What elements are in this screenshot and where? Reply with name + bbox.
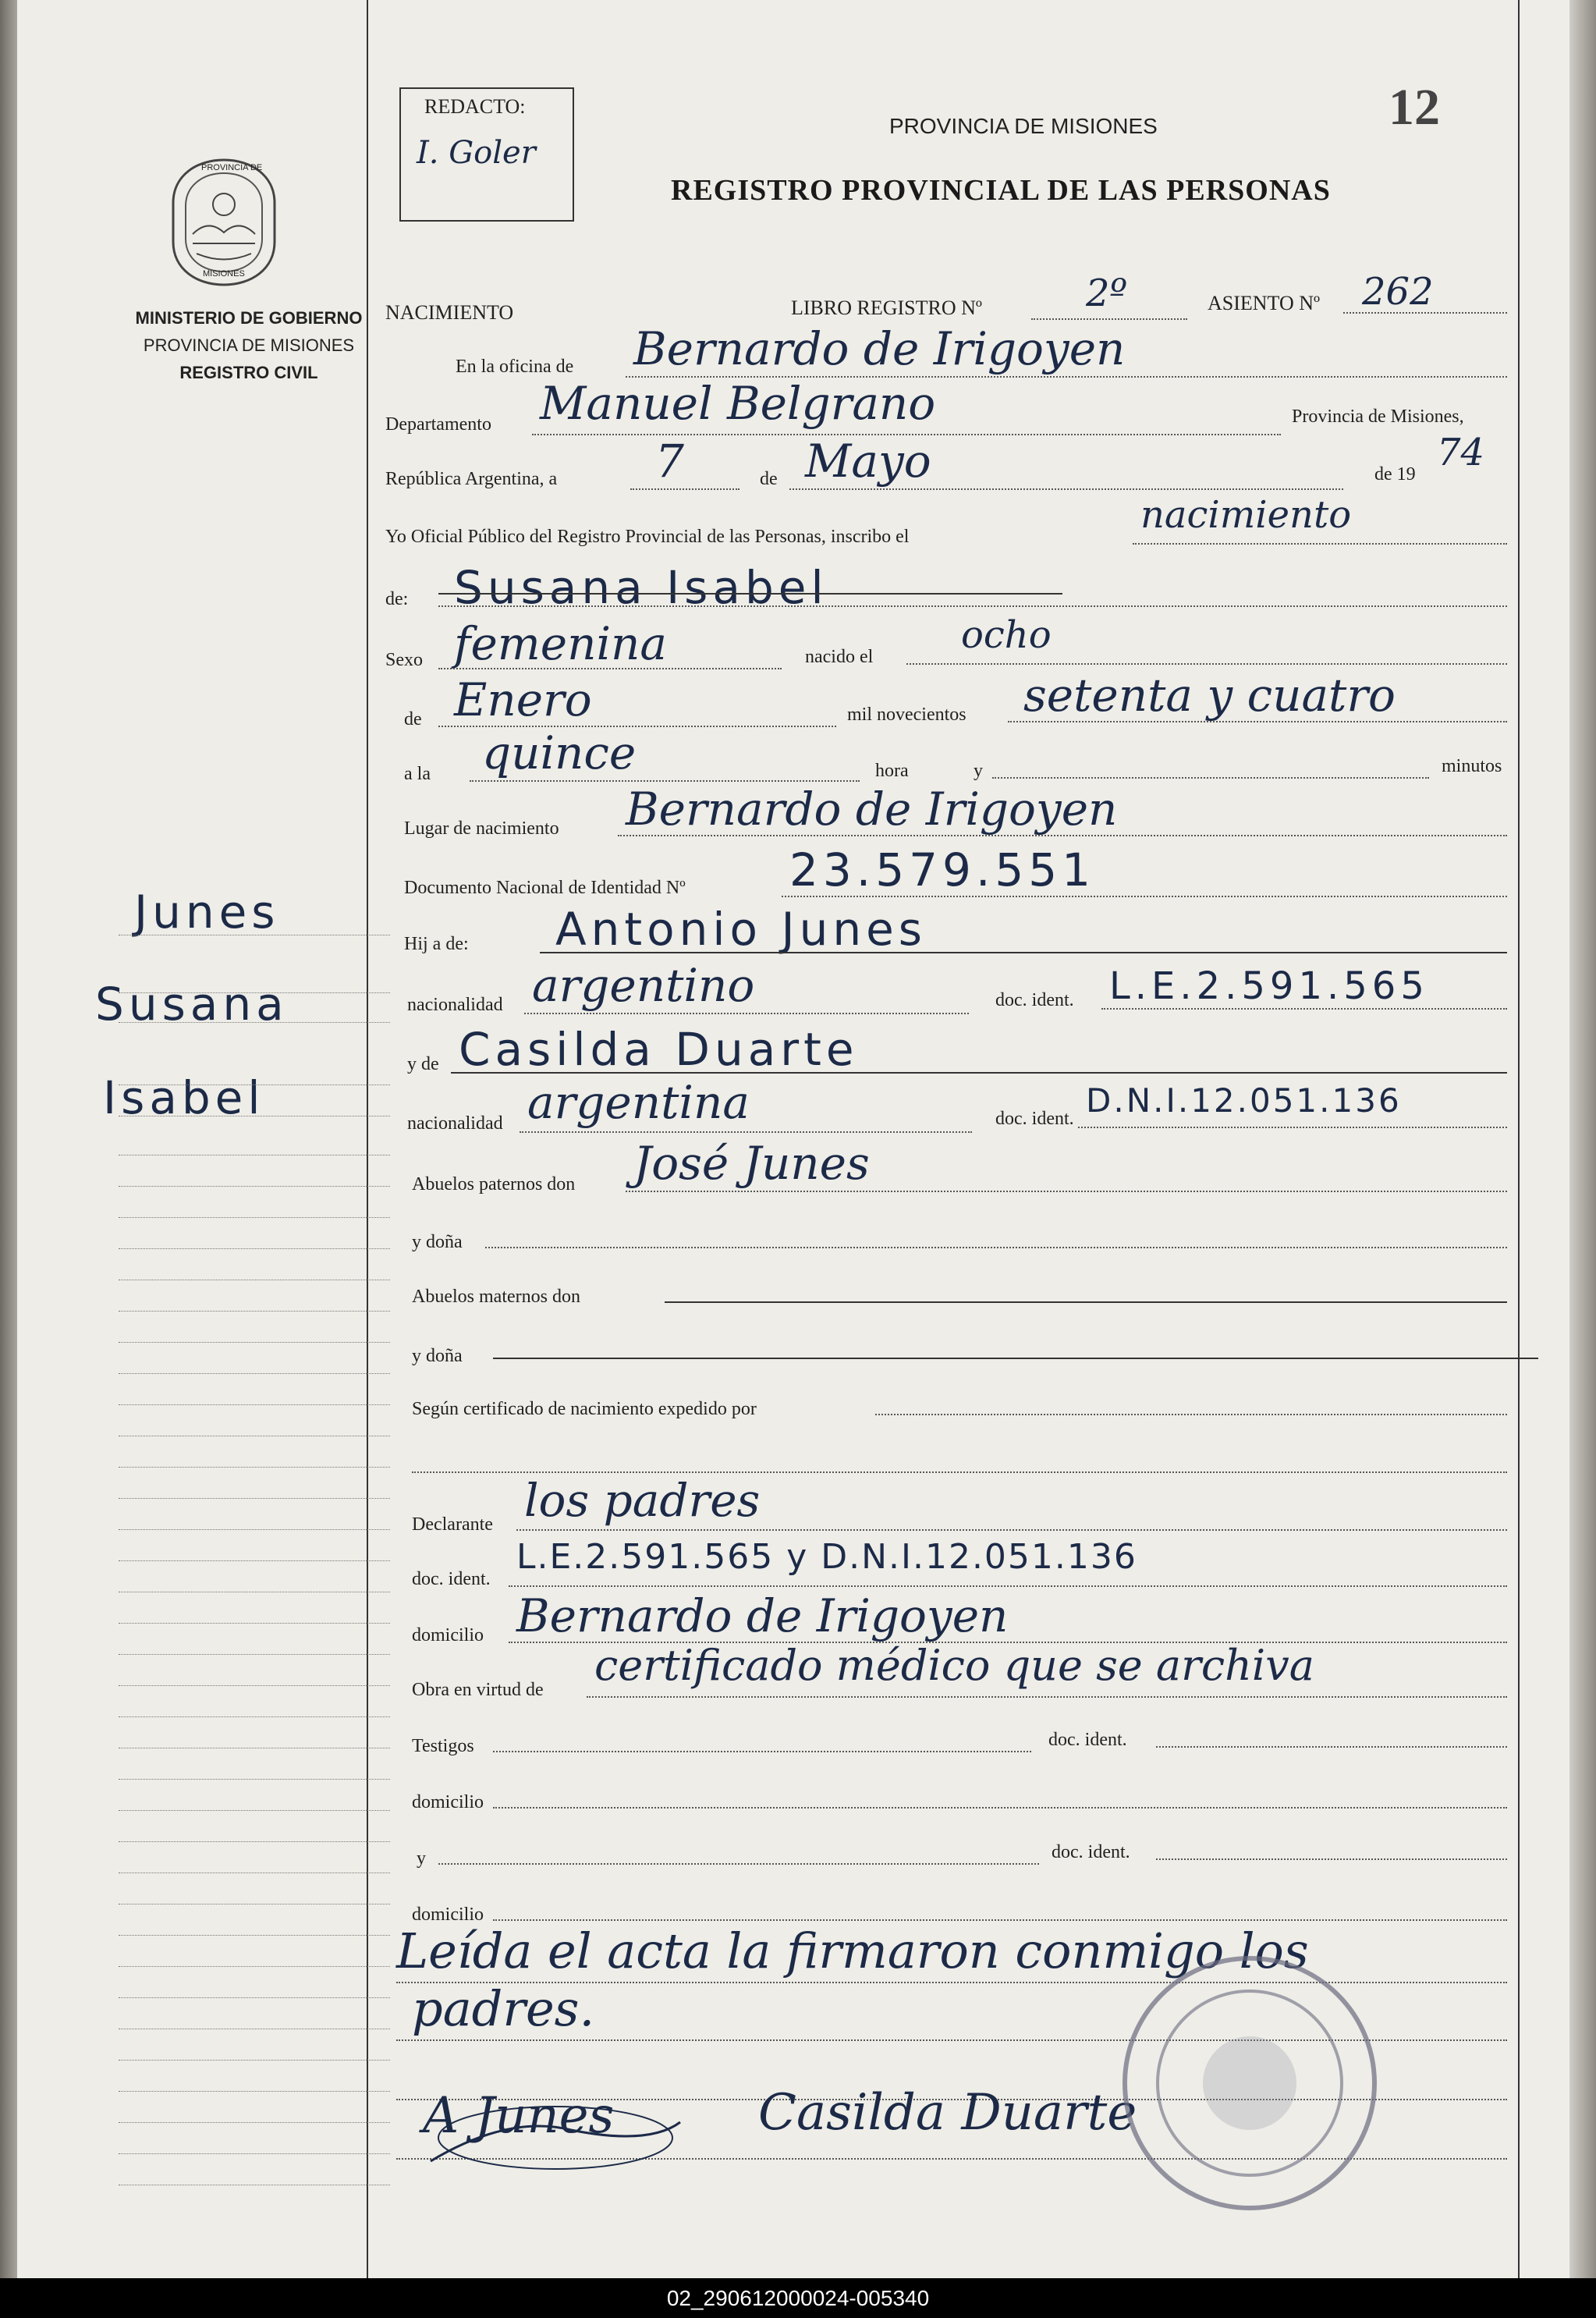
dni-label: Documento Nacional de Identidad Nº (404, 878, 686, 898)
margin-line (119, 1966, 390, 1967)
witness-doc-label: doc. ident. (1048, 1730, 1127, 1750)
witnesses-label: Testigos (412, 1736, 474, 1756)
signature-flourish (415, 2083, 696, 2185)
mother-doc-line (1078, 1127, 1507, 1128)
margin-line (119, 2122, 390, 2123)
at-label: a la (404, 764, 431, 784)
province-title-left: PROVINCIA DE MISIONES (143, 335, 355, 356)
witness2-doc-line (1156, 1858, 1507, 1860)
page-edge (1569, 0, 1596, 2278)
basis-value: certificado médico que se archiva (594, 1641, 1314, 1690)
witness2-domicile-label: domicilio (412, 1904, 484, 1925)
margin-line (119, 2060, 390, 2061)
birthplace-line (618, 835, 1507, 836)
dona2-line (493, 1358, 1538, 1359)
domicile-label: domicilio (412, 1625, 484, 1645)
margin-line (119, 1342, 390, 1343)
country-label: República Argentina, a (385, 469, 558, 489)
paternal-label: Abuelos paternos don (412, 1174, 576, 1194)
basis-label: Obra en virtud de (412, 1680, 544, 1700)
de3-label: de (404, 709, 422, 729)
redacto-value: I. Goler (417, 135, 536, 171)
doc2-label: doc. ident. (995, 1109, 1074, 1129)
entry-value: 262 (1362, 270, 1434, 314)
declarant-doc-label: doc. ident. (412, 1569, 491, 1589)
nationality-label: nacionalidad (407, 995, 503, 1015)
basis-line (587, 1696, 1507, 1698)
redacto-label: REDACTO: (424, 95, 526, 118)
sex-line (438, 668, 782, 669)
dona-label: y doña (412, 1232, 463, 1252)
father-name-line (540, 952, 1507, 953)
margin-line (119, 1404, 390, 1405)
margin-line (119, 1467, 390, 1468)
certificate-line (875, 1414, 1507, 1415)
margin-line (119, 1810, 390, 1811)
born-day: ocho (961, 613, 1052, 657)
mother-name: Casilda Duarte (459, 1023, 859, 1076)
closing-text-2: padres. (412, 1980, 595, 2037)
dni-value: 23.579.551 (789, 843, 1096, 896)
domicile-value: Bernardo de Irigoyen (516, 1589, 1009, 1642)
margin-line (119, 1186, 390, 1187)
office-label: En la oficina de (456, 357, 574, 377)
day-value: 7 (655, 435, 684, 488)
act-type-label: NACIMIENTO (385, 301, 514, 324)
book-value: 2º (1086, 272, 1128, 315)
born-year-line (1008, 721, 1507, 722)
margin-line (119, 1997, 390, 1998)
and-label: y (974, 761, 983, 781)
father-doc-line (1101, 1008, 1507, 1010)
father-name: Antonio Junes (555, 903, 927, 956)
witness2-doc-label: doc. ident. (1052, 1842, 1130, 1862)
right-border-line (1518, 0, 1520, 2278)
page-number: 12 (1389, 79, 1440, 136)
seal-bottom-text: MISIONES (203, 269, 245, 279)
declarant-doc-value: L.E.2.591.565 y D.N.I.12.051.136 (516, 1537, 1137, 1577)
mother-nationality: argentina (527, 1076, 750, 1129)
mother-name-line (451, 1072, 1507, 1074)
book-line (1031, 318, 1187, 320)
witness2-line (438, 1863, 1039, 1865)
father-nationality-line (524, 1013, 969, 1014)
province-title: PROVINCIA DE MISIONES (889, 114, 1158, 138)
hour-line (470, 780, 860, 782)
margin-line (119, 2091, 390, 2092)
margin-line (119, 1779, 390, 1780)
margin-line (119, 1935, 390, 1936)
witness-domicile-label: domicilio (412, 1792, 484, 1812)
declarant-value: los padres (524, 1474, 761, 1527)
witness2-domicile-line (493, 1919, 1507, 1921)
paternal-line (626, 1191, 1507, 1192)
signature-father: A Junes (423, 2087, 615, 2145)
certificate-label: Según certificado de nacimiento expedido por (412, 1399, 757, 1419)
person-name-strike (438, 593, 1062, 595)
minutes-line (992, 777, 1429, 779)
child-of-label: Hij a de: (404, 934, 469, 954)
paternal-grandfather: José Junes (633, 1137, 870, 1190)
margin-line (119, 1373, 390, 1374)
person-name-line (438, 605, 1507, 607)
department-label: Departamento (385, 414, 491, 435)
margin-line (119, 1022, 390, 1023)
province-label: Provincia de Misiones, (1292, 406, 1464, 427)
minutes-label: minutos (1442, 756, 1502, 776)
hour-value: quince (482, 726, 637, 779)
official-stamp (1117, 1951, 1382, 2216)
signature-mother: Casilda Duarte (758, 2084, 1137, 2142)
mother-nationality-line (520, 1131, 972, 1133)
entry-line (1343, 312, 1507, 314)
margin-first-name: Susana (95, 978, 289, 1031)
department-value: Manuel Belgrano (540, 377, 936, 430)
margin-line (119, 1654, 390, 1655)
margin-line (119, 1841, 390, 1842)
and-of-label: y de (407, 1054, 439, 1074)
witness-domicile-line (493, 1807, 1507, 1809)
certificate-sheet (17, 0, 1569, 2278)
mother-doc: D.N.I.12.051.136 (1086, 1081, 1402, 1120)
sex-value: femenina (454, 617, 667, 670)
margin-line (119, 1623, 390, 1624)
de2-label: de: (385, 589, 409, 609)
declarant-label: Declarante (412, 1514, 493, 1535)
margin-line (119, 1498, 390, 1499)
margin-line (119, 1529, 390, 1530)
left-header (120, 304, 378, 387)
margin-line (119, 1084, 390, 1085)
civil-registry-title: REGISTRO CIVIL (179, 363, 318, 383)
born-month: Enero (454, 673, 592, 726)
declarant-line (516, 1529, 1507, 1531)
person-name: Susana Isabel (454, 561, 828, 614)
declarant-doc-line (509, 1585, 1507, 1587)
born-day-line (906, 663, 1507, 665)
month-value: Mayo (805, 435, 931, 488)
thousand-label: mil novecientos (847, 705, 966, 725)
father-nationality: argentino (532, 959, 755, 1012)
day-line (630, 488, 739, 490)
nationality2-label: nacionalidad (407, 1113, 503, 1134)
image-caption: 02_290612000024-005340 (0, 2278, 1596, 2318)
born-label: nacido el (805, 647, 874, 667)
registry-title: REGISTRO PROVINCIAL DE LAS PERSONAS (671, 174, 1331, 207)
father-doc: L.E.2.591.565 (1109, 964, 1429, 1008)
witnesses-line (493, 1751, 1031, 1752)
margin-line (119, 1716, 390, 1717)
hour-label: hora (875, 761, 909, 781)
ministry-title: MINISTERIO DE GOBIERNO (135, 308, 363, 328)
office-value: Bernardo de Irigoyen (633, 322, 1126, 375)
book-label: LIBRO REGISTRO Nº (791, 296, 982, 319)
year-label: de 19 (1374, 464, 1416, 485)
redacto-box (399, 87, 574, 222)
de-label: de (760, 469, 778, 489)
margin-line (119, 2153, 390, 2154)
margin-line (119, 1217, 390, 1218)
margin-line (119, 1685, 390, 1686)
page-binding (0, 0, 17, 2318)
witness-doc-line (1156, 1746, 1507, 1748)
closing-text-1: Leída el acta la firmaron conmigo los (396, 1922, 1309, 1979)
born-year: setenta y cuatro (1023, 669, 1396, 722)
margin-middle-name: Isabel (103, 1071, 265, 1124)
certificate-line-2 (412, 1471, 1507, 1473)
dona-line (485, 1247, 1507, 1248)
official-label: Yo Oficial Público del Registro Provincial de las Personas, inscribo el (385, 527, 910, 547)
margin-line (119, 992, 390, 993)
entry-label: ASIENTO Nº (1208, 292, 1321, 314)
margin-line (119, 1248, 390, 1249)
year-value: 74 (1437, 431, 1485, 474)
maternal-line (665, 1301, 1507, 1303)
dni-line (782, 896, 1507, 897)
official-value: nacimiento (1140, 493, 1352, 537)
dona2-label: y doña (412, 1346, 463, 1366)
seal-top-text: PROVINCIA DE (201, 163, 263, 172)
birthplace-value: Bernardo de Irigoyen (626, 783, 1118, 836)
doc-label: doc. ident. (995, 990, 1074, 1010)
margin-surname: Junes (134, 886, 280, 939)
maternal-label: Abuelos maternos don (412, 1287, 580, 1307)
birthplace-label: Lugar de nacimiento (404, 818, 559, 839)
sex-label: Sexo (385, 650, 423, 670)
official-line (1133, 543, 1507, 545)
y-label: y (417, 1848, 426, 1869)
margin-line (119, 1311, 390, 1312)
month-line (789, 488, 1343, 490)
margin-line (119, 1560, 390, 1561)
